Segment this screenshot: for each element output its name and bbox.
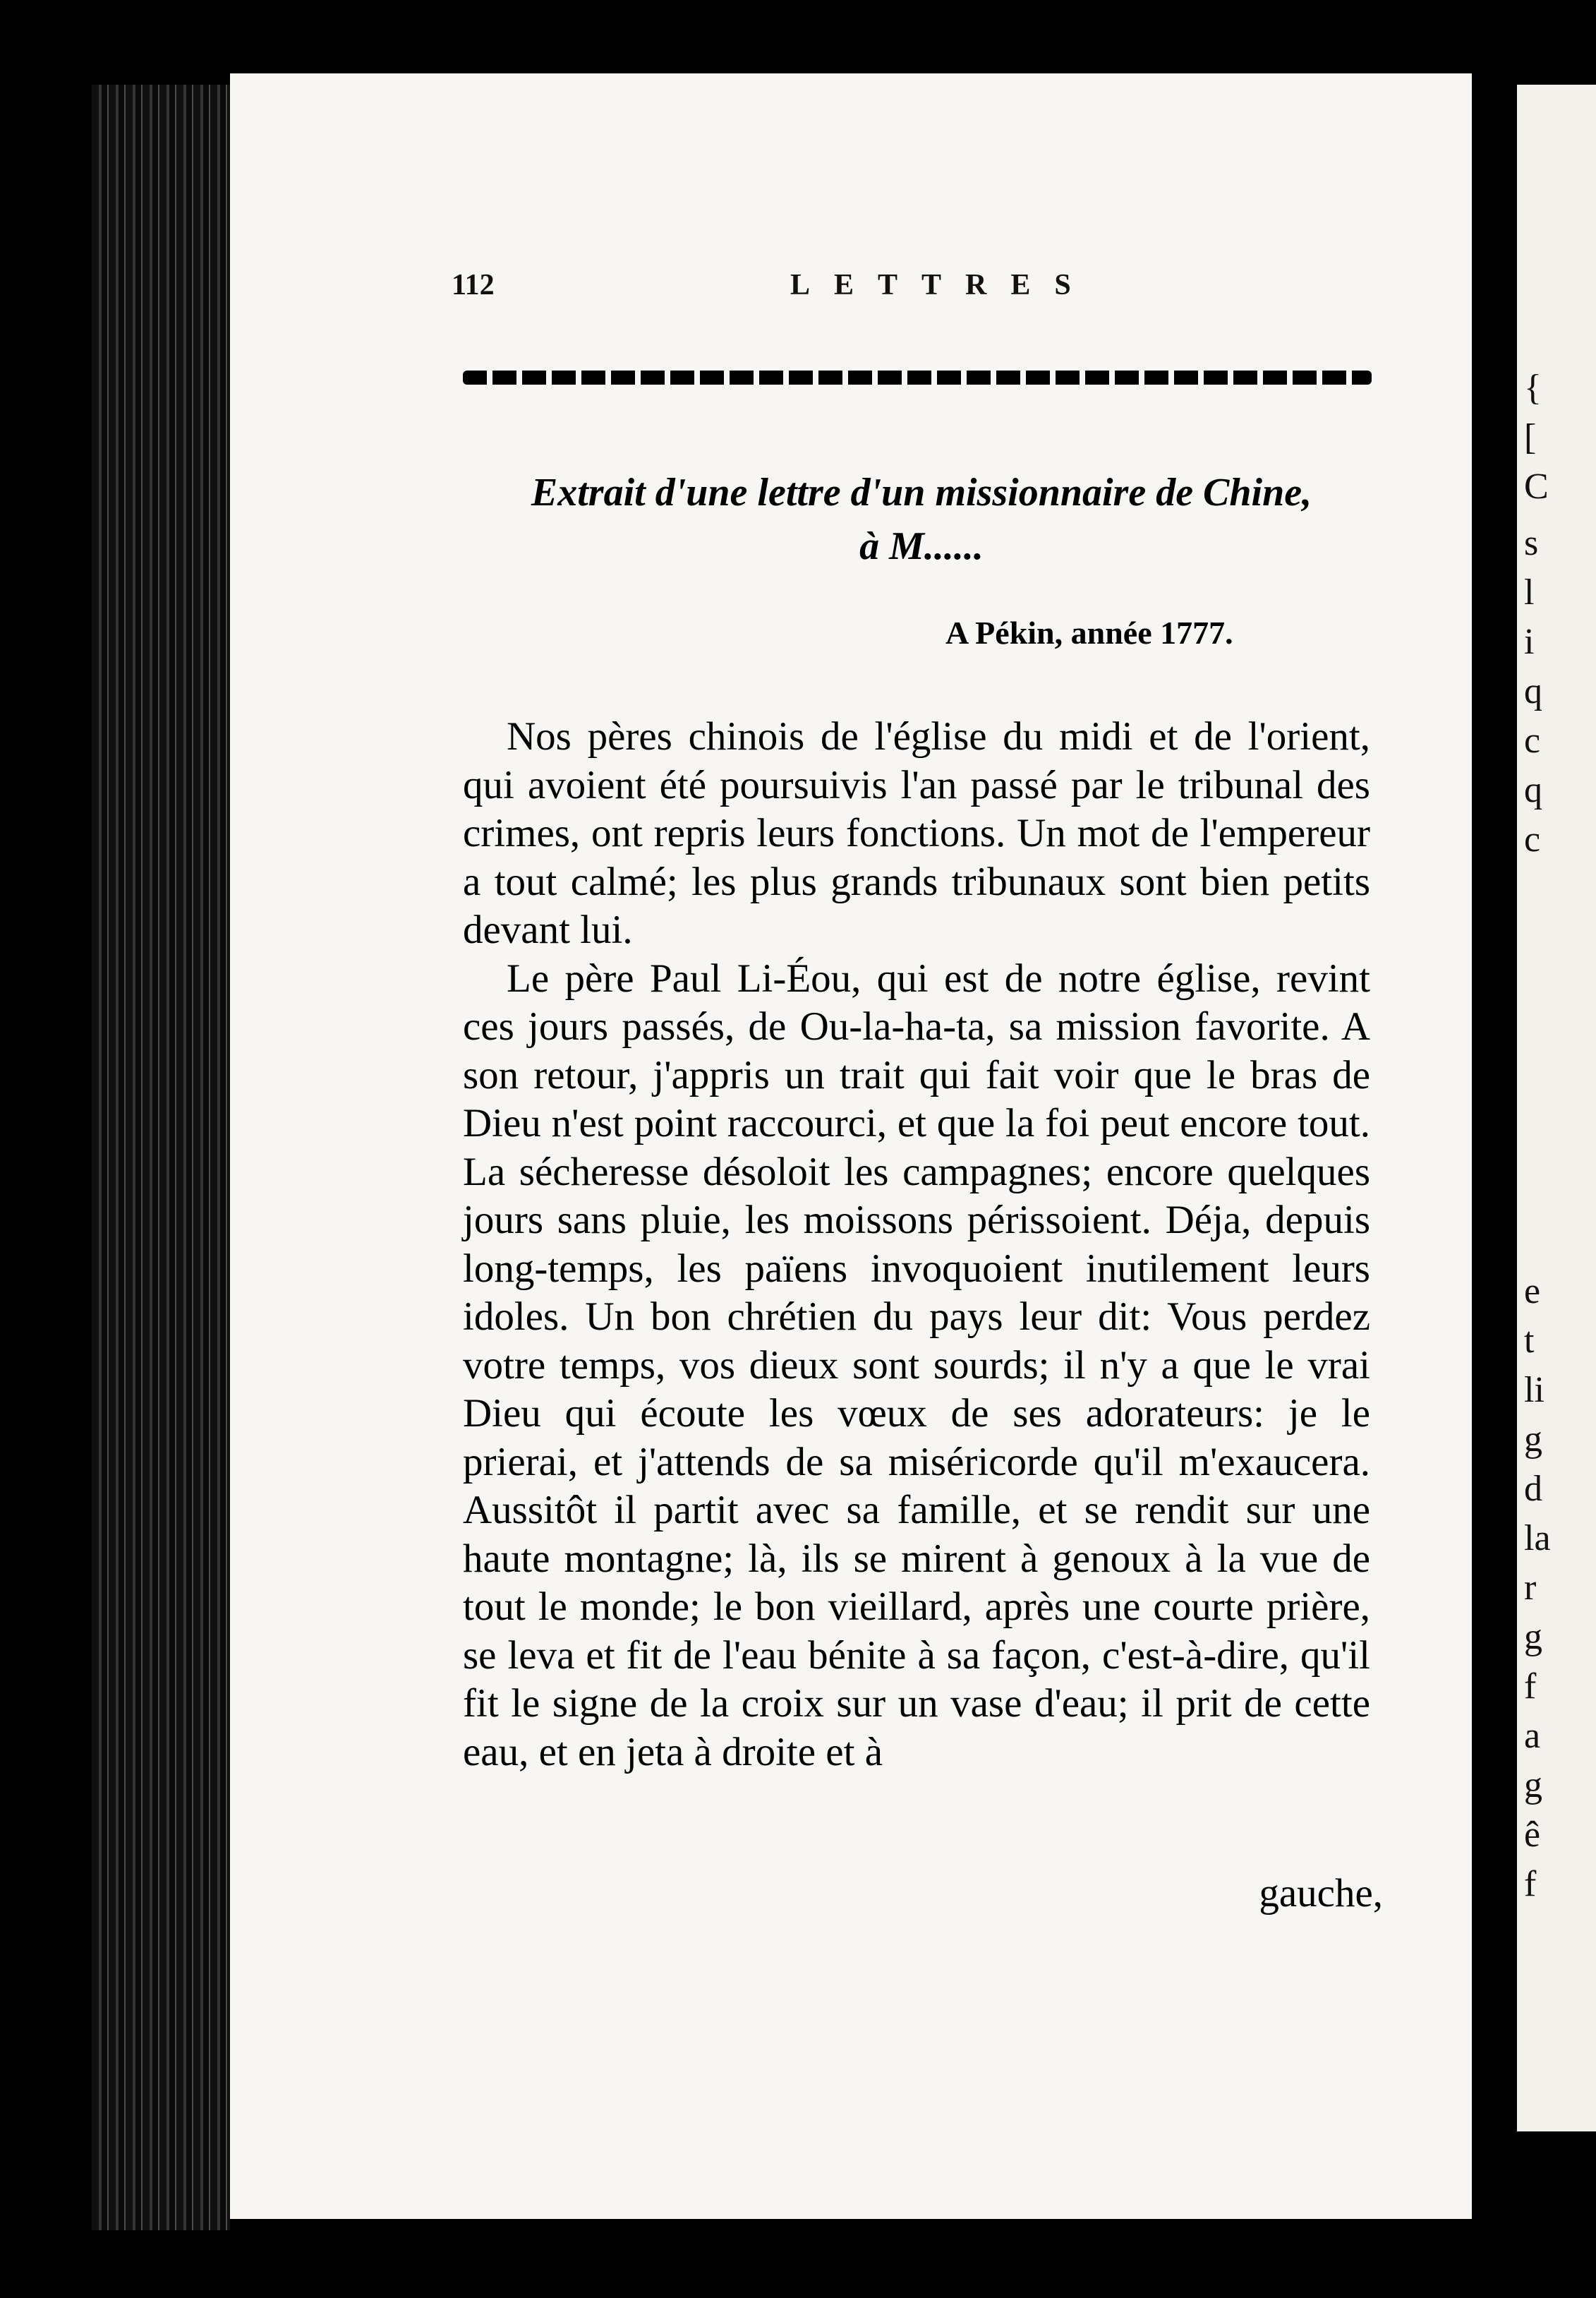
next-page-fragment: { — [1524, 368, 1542, 408]
dateline: A Pékin, année 1777. — [945, 615, 1233, 651]
next-page-fragment: ê — [1524, 1815, 1541, 1855]
letter-title — [463, 466, 1380, 573]
next-page-fragment: [ — [1524, 417, 1537, 457]
next-page-fragment: a — [1524, 1716, 1541, 1756]
next-page-fragment: f — [1524, 1864, 1537, 1904]
next-page-fragment: c — [1524, 819, 1541, 860]
next-page-fragment: d — [1524, 1469, 1542, 1509]
next-page-fragment: f — [1524, 1666, 1537, 1707]
paragraph: Le père Paul Li-Éou, qui est de notre église, revint ces jours passés, de Ou-la-ha-ta, sa mission favorite. A son retour, j'appris un trait qui fait voir que le bras de Dieu n'est point raccourci, et que la foi peut encore tout. La sécheresse désoloit les campagnes; encore quelques jours sans pluie, les moissons périssoient. Déja, depuis long-temps, les païens invoquoient inutilement leurs idoles. Un bon chrétien du pays leur dit: Vous perdez votre temps, vos dieux sont sourds; il n'y a que le vrai Dieu qui écoute les vœux de ses adorateurs: je le prierai, et j'attends de sa miséricorde qu'il m'exaucera. Aussitôt il partit avec sa famille, et se rendit sur une haute montagne; là, ils se mirent à genoux à la vue de tout le monde; le bon vieillard, après une courte prière, se leva et fit de l'eau bénite à sa façon, c'est-à-dire, qu'il fit le signe de la croix sur un vase d'eau; il prit de cette eau, et en jeta à droite et à — [463, 956, 1370, 1774]
next-page-fragment: r — [1524, 1568, 1537, 1608]
next-page-fragment: g — [1524, 1617, 1542, 1657]
ornamental-rule — [463, 371, 1372, 385]
running-title: LETTRES — [790, 269, 1095, 301]
next-page-fragment: g — [1524, 1419, 1542, 1460]
adjacent-page-edge — [1517, 85, 1596, 2131]
next-page-fragment: s — [1524, 523, 1539, 563]
next-page-fragment: C — [1524, 467, 1549, 507]
next-page-fragment: q — [1524, 671, 1542, 711]
book-spine-edge — [92, 85, 230, 2230]
page-number: 112 — [452, 269, 495, 301]
next-page-fragment: e — [1524, 1271, 1541, 1311]
next-page-fragment: c — [1524, 721, 1541, 761]
next-page-fragment: l — [1524, 572, 1535, 613]
next-page-fragment: g — [1524, 1765, 1542, 1805]
next-page-fragment: li — [1524, 1370, 1544, 1410]
catchword: gauche, — [1259, 1871, 1383, 1915]
next-page-fragment: la — [1524, 1518, 1551, 1558]
paragraph: Nos pères chinois de l'église du midi et de l'orient, qui avoient été poursuivis l'an passé par le tribunal des crimes, ont repris leurs fonctions. Un mot de l'empereur a tout calmé; les plus grands tribunaux sont bien petits devant lui. — [463, 714, 1370, 952]
body-text — [463, 713, 1370, 1776]
next-page-fragment: q — [1524, 770, 1542, 810]
letter-title-line-2: à M...... — [859, 524, 984, 568]
letter-title-line-1: Extrait d'une lettre d'un missionnaire de Chine, — [531, 471, 1312, 515]
next-page-fragment: i — [1524, 622, 1535, 662]
next-page-fragment: t — [1524, 1321, 1535, 1361]
